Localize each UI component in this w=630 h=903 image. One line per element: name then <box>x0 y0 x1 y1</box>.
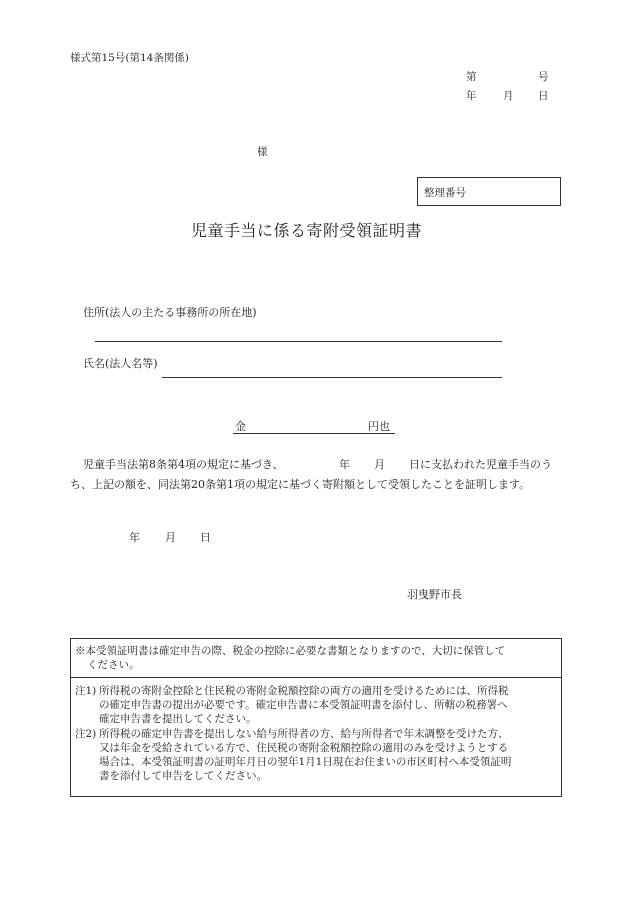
amount-prefix: 金 <box>235 420 246 433</box>
recipient-honorific: 様 <box>257 146 268 158</box>
note1-line3: 確定申告書を提出してください。 <box>99 713 257 725</box>
notice-box <box>70 638 562 797</box>
statement-line1-a: 児童手当法第8条第4項の規定に基づき、 <box>83 458 284 471</box>
issue-date-year: 年 <box>129 531 140 544</box>
header-date-month: 月 <box>503 90 514 102</box>
note2-line2: 又は年金を受給されている方で、住民税の寄附金税額控除の適用のみを受けようとする <box>99 742 509 754</box>
document-title: 児童手当に係る寄附受領証明書 <box>191 221 423 240</box>
header-date-year: 年 <box>466 90 477 102</box>
note2-label: 注2) <box>75 728 97 740</box>
statement-month: 月 <box>374 458 385 471</box>
notice-divider <box>71 677 561 678</box>
issuer-name: 羽曳野市長 <box>407 588 462 601</box>
issue-date-day: 日 <box>200 531 211 544</box>
note1-label: 注1) <box>75 685 97 697</box>
form-number: 様式第15号(第14条関係) <box>70 52 189 64</box>
address-line[interactable] <box>95 341 502 342</box>
amount-underline[interactable] <box>233 433 395 434</box>
statement-line2: ち、上記の額を、同法第20条第1項の規定に基づく寄附額として受領したことを証明します。 <box>70 478 531 491</box>
note2-line1: 所得税の確定申告書を提出しない給与所得者の方、給与所得者で年末調整を受けた方、 <box>99 728 509 740</box>
reference-number-label: 整理番号 <box>424 187 466 199</box>
reference-number-box[interactable] <box>417 177 561 206</box>
note1-line2: の確定申告書の提出が必要です。確定申告書に本受領証明書を添付し、所轄の税務署へ <box>99 699 508 711</box>
number-suffix: 号 <box>538 71 549 83</box>
notice-main-line1: ※本受領証明書は確定申告の際、税金の控除に必要な書類となりますので、大切に保管して <box>75 645 506 657</box>
note2-line4: 書を添付して申告をしてください。 <box>99 770 267 782</box>
amount-suffix: 円也 <box>368 420 390 433</box>
note1-line1: 所得税の寄附金控除と住民税の寄附金税額控除の両方の適用を受けるためには、所得税 <box>99 685 509 697</box>
statement-year: 年 <box>339 458 350 471</box>
name-line[interactable] <box>162 377 502 378</box>
statement-line1-b: 日に支払われた児童手当のう <box>409 458 552 471</box>
number-prefix: 第 <box>466 71 477 83</box>
issue-date-month: 月 <box>165 531 176 544</box>
header-date-day: 日 <box>538 90 549 102</box>
name-label: 氏名(法人名等) <box>83 357 158 370</box>
note2-line3: 場合は、本受領証明書の証明年月日の翌年1月1日現在お住まいの市区町村へ本受領証明 <box>99 756 512 768</box>
notice-main-line2: ください。 <box>87 659 140 671</box>
address-label: 住所(法人の主たる事務所の所在地) <box>83 306 257 319</box>
